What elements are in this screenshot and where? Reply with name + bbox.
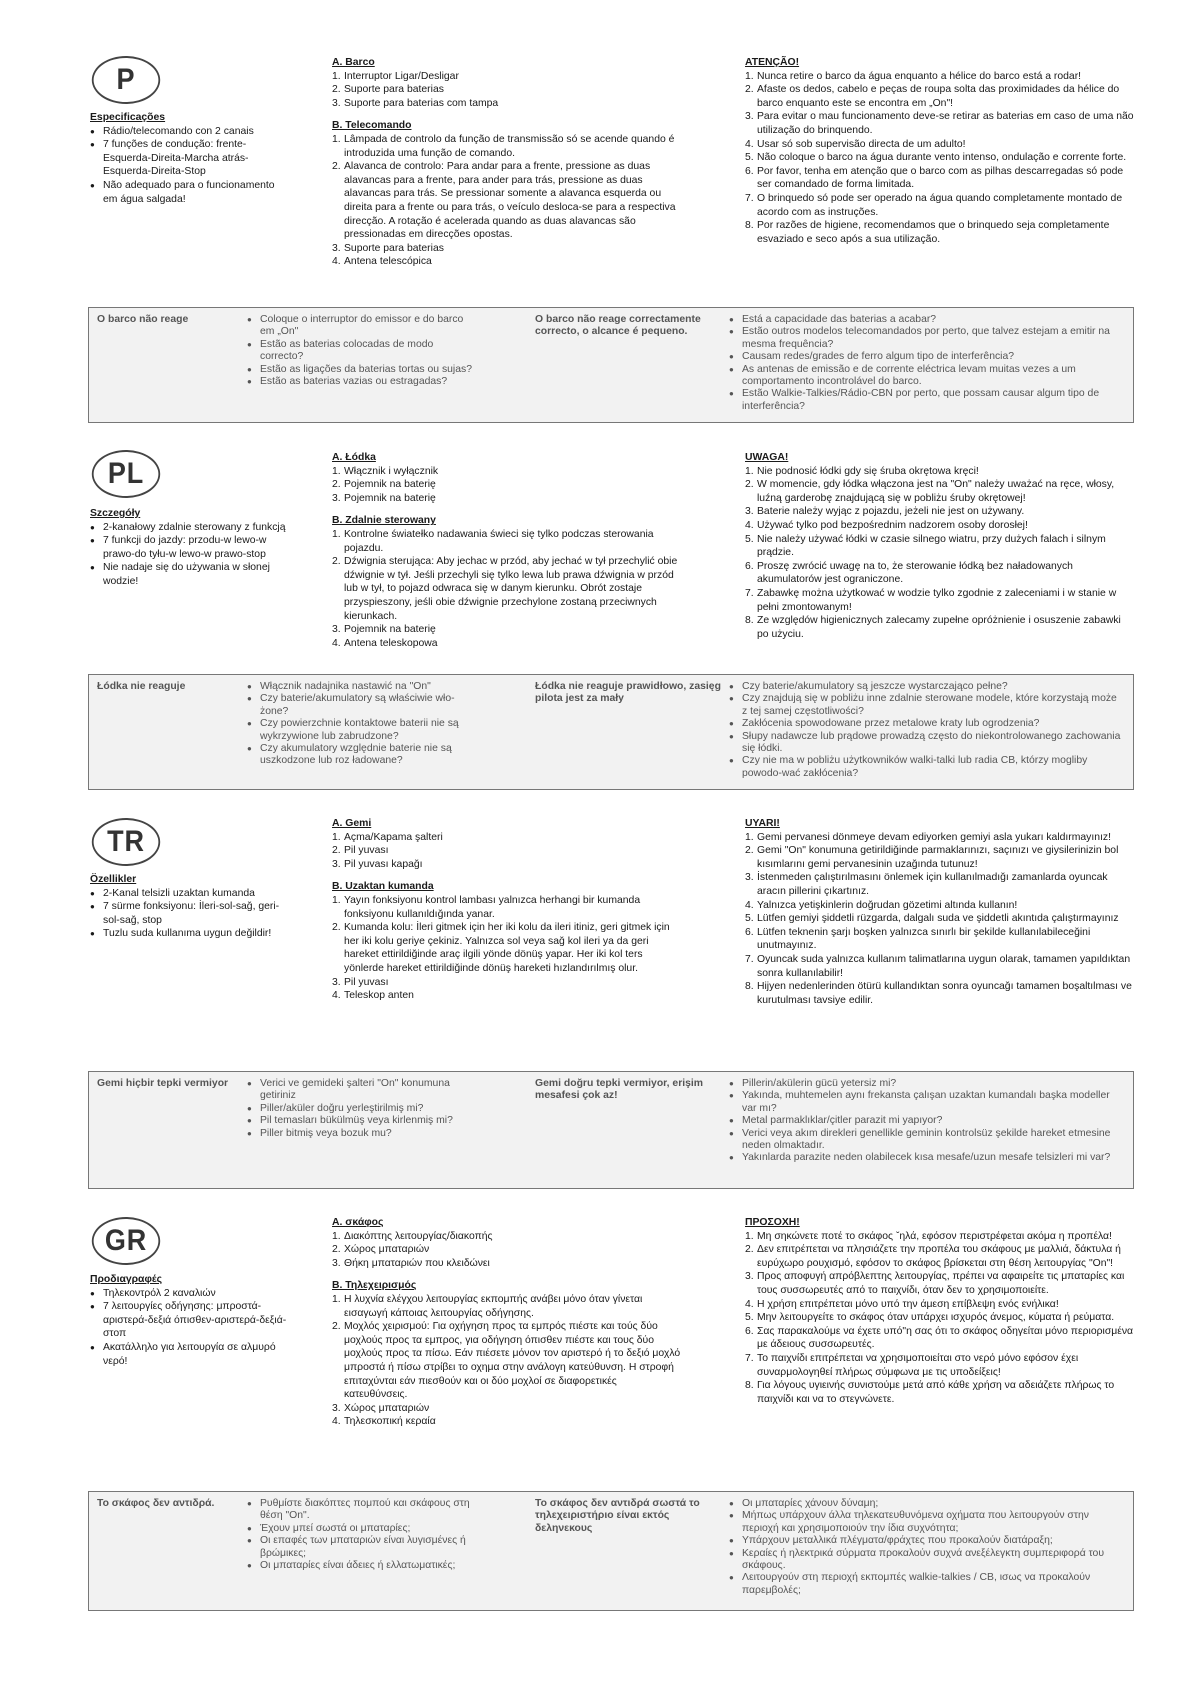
parts-list bbox=[332, 56, 682, 269]
check-item: ● Έχουν μπεί σωστά οι μπαταρίες; bbox=[247, 1523, 477, 1535]
spec-title: Especificações bbox=[90, 112, 166, 123]
spec-title: Προδιαγραφές bbox=[90, 1274, 162, 1285]
checks-list bbox=[247, 314, 477, 388]
specifications bbox=[90, 111, 290, 206]
troubleshooting-table bbox=[88, 674, 1134, 790]
warning-item: 1. Gemi pervanesi dönmeye devam ediyorken gemiyi asla yukarı kaldırmayınız! bbox=[745, 831, 1112, 843]
spec-item: ● 2-Kanal telsizli uzaktan kumanda bbox=[90, 887, 290, 901]
problem-label: Gemi hiçbir tepki vermiyor bbox=[97, 1078, 229, 1089]
part-item: 3. Pil yuvası bbox=[332, 976, 389, 988]
warning-item: 2. Gemi "On" konumuna getirildiğinde parmaklarınızı, saçınızı ve giysilerinizin bol kısımlarını gemi pervanesinin uzağında tutunuz! bbox=[745, 845, 1119, 870]
warning-item: 8. Hijyen nedenlerinden ötürü kullandıktan sonra oyuncağı tamamen boşaltılması ve kurutulması tavsiye edilir. bbox=[745, 981, 1132, 1006]
part-a-title: A. Gemi bbox=[332, 818, 372, 829]
part-item: 4. Antena teleskopowa bbox=[332, 637, 438, 649]
part-item: 2. Alavanca de controlo: Para andar para a frente, pressione as duas alavancas para a frente, para ander para trás, pressione as duas alavancas para trás. Se pressionar somente a alavanca esquerda ou direita para a frente ou para trás, o veículo desloca-se para a respectiva direcção. A rotação é acelerada quando as duas alavancas são pressionadas em direcções opostas. bbox=[332, 161, 676, 241]
country-badge: PL bbox=[92, 450, 160, 498]
checks-list bbox=[247, 681, 477, 768]
part-a-title: A. Łódka bbox=[332, 452, 376, 463]
spec-item: ● Não adequado para o funcionamento em água salgada! bbox=[90, 179, 290, 206]
warning-item: 6. Proszę zwrócić uwagę na to, że sterowanie łódką bez naładowanych akumulatorów jest ograniczone. bbox=[745, 560, 1073, 586]
warning-item: 5. Nie należy używać łódki w czasie silnego wiatru, przy dużych falach i silnym prądzie. bbox=[745, 533, 1106, 559]
check-item: ● Czy znajdują się w pobliżu inne zdalnie sterowane modele, które korzystają może z tej samej częstotliwości? bbox=[729, 693, 1124, 718]
part-item: 3. Θήκη μπαταριών που κλειδώνει bbox=[332, 1257, 490, 1269]
warning-item: 4. Yalnızca yetişkinlerin doğrudan gözetimi altında kullanın! bbox=[745, 899, 1018, 911]
warning-item: 7. Zabawkę można użytkować w wodzie tylko zgodnie z zaleceniami i w stanie w pełni zmontowanym! bbox=[745, 587, 1117, 613]
check-item: ● Estão as ligações da baterias tortas ou sujas? bbox=[247, 364, 477, 376]
part-item: 3. Pil yuvası kapağı bbox=[332, 858, 423, 870]
part-item: 1. Interruptor Ligar/Desligar bbox=[332, 70, 459, 82]
warning-item: 5. Lütfen gemiyi şiddetli rüzgarda, dalgalı suda ve şiddetli akıntıda çalıştırmayınız bbox=[745, 913, 1119, 925]
warning-item: 6. Σας παρακαλούμε να έχετε υπό"η σας ότι το σκάφος οδηγείται μόνο περιορισμένα με άδειους συσσωρευτές. bbox=[745, 1325, 1134, 1351]
part-item: 2. Χώρος μπαταριών bbox=[332, 1244, 430, 1256]
problem-label: Gemi doğru tepki vermiyor, erişim mesafesi çok az! bbox=[535, 1078, 704, 1102]
check-item: ● Czy powierzchnie kontaktowe baterii nie są wykrzywione lub zabrudzone? bbox=[247, 718, 477, 743]
check-item: ● Słupy nadawcze lub prądowe prowadzą często do niekontrolowanego zachowania się łódki. bbox=[729, 731, 1124, 756]
checks-list bbox=[729, 314, 1124, 413]
part-b-title: B. Telecomando bbox=[332, 120, 412, 132]
part-b-title: B. Zdalnie sterowany bbox=[332, 515, 436, 527]
warning-item: 1. Nunca retire o barco da água enquanto a hélice do barco está a rodar! bbox=[745, 70, 1082, 82]
part-item: 2. Dźwignia sterująca: Aby jechac w przód, aby jechać w tył przechylić obie dźwignie w tył. Jeśli przechyli się tylko lewa lub prawa dźwignia w przód lub w tył, to pojazd odwraca się w danym kierunku. Obrót zostaje przyspieszony, jeśli obie dźwignie przechylone zostaną przeciwnych kierunkach. bbox=[332, 556, 678, 622]
check-item: ● Coloque o interruptor do emissor e do barco em „On" bbox=[247, 314, 477, 339]
checks-list bbox=[729, 1498, 1124, 1597]
check-item: ● Οι μπαταρίες χάνουν δύναμη; bbox=[729, 1498, 1124, 1510]
check-item: ● Czy baterie/akumulatory są jeszcze wystarczająco pełne? bbox=[729, 681, 1124, 693]
part-item: 4. Antena telescópica bbox=[332, 256, 432, 268]
parts-list bbox=[332, 451, 682, 650]
parts-list bbox=[332, 817, 682, 1003]
warning-item: 7. Το παιχνίδι επιτρέπεται να χρησιμοποιείται στο νερό μόνο εφόσον έχει συναρμολογηθεί πλήρως σύμφωνα με τις υποδείξεις! bbox=[745, 1352, 1079, 1378]
troubleshooting-table bbox=[88, 1071, 1134, 1189]
warning-item: 3. Προς αποφυγή απρόβλεπτης λειτουργίας, πρέπει να αφαιρείτε τις μπαταρίες και τους συσσωρευτές από το παιχνίδι, όταν δεν το χρησιμοποιείτε. bbox=[745, 1271, 1125, 1296]
warning-item: 5. Μην λειτουργείτε το σκάφος όταν υπάρχει ισχυρός άνεμος, κύματα ή ρεύματα. bbox=[745, 1312, 1115, 1324]
spec-item: ● Ακατάλληλο για λειτουργία σε αλμυρό νερό! bbox=[90, 1341, 290, 1368]
warning-item: 1. Μη σηκώνετε ποτέ το σκάφος ˇηλά, εφόσον περιστρέφεται ακόμα η προπέλα! bbox=[745, 1230, 1112, 1242]
warning-item: 6. Lütfen teknenin şarjı boşken yalnızca sınırlı bir şekilde kullanılabileceğini unutmayınız. bbox=[745, 926, 1091, 952]
spec-item: ● Nie nadaje się do używania w słonej wodzie! bbox=[90, 561, 290, 588]
part-a-title: A. Barco bbox=[332, 57, 375, 68]
warnings bbox=[745, 56, 1135, 246]
warning-item: 5. Não coloque o barco na água durante vento intenso, ondulação e corrente forte. bbox=[745, 152, 1127, 164]
checks-list bbox=[729, 681, 1124, 780]
check-item: ● Estão Walkie-Talkies/Rádio-CBN por perto, que possam causar algum tipo de interferência? bbox=[729, 388, 1124, 413]
check-item: ● Czy baterie/akumulatory są właściwie wło- żone? bbox=[247, 693, 477, 718]
warnings bbox=[745, 1216, 1135, 1406]
country-badge: TR bbox=[92, 818, 160, 866]
parts-list bbox=[332, 1216, 682, 1429]
part-item: 1. Yayın fonksiyonu kontrol lambası yalnızca herhangi bir kumanda fonksiyonu kullanıldığında yanar. bbox=[332, 894, 641, 920]
part-item: 2. Pojemnik na baterię bbox=[332, 479, 436, 491]
part-b-title: B. Τηλεχειρισμός bbox=[332, 1280, 417, 1292]
troubleshooting-table bbox=[88, 1491, 1134, 1611]
check-item: ● Υπάρχουν μεταλλικά πλέγματα/φράχτες που προκαλούν διατάραξη; bbox=[729, 1535, 1124, 1547]
specifications bbox=[90, 507, 290, 589]
check-item: ● Pillerin/akülerin gücü yetersiz mi? bbox=[729, 1078, 1124, 1090]
spec-item: ● Rádio/telecomando con 2 canais bbox=[90, 125, 290, 139]
warning-item: 4. Używać tylko pod bezpośrednim nadzorem osoby dorosłej! bbox=[745, 519, 1028, 531]
spec-item: ● 7 funções de condução: frente-Esquerda-Direita-Marcha atrás-Esquerda-Direita-Stop bbox=[90, 138, 290, 179]
check-item: ● As antenas de emissão e de corrente eléctrica levam muitas vezes a um comportamento incontrolável do barco. bbox=[729, 364, 1124, 389]
part-item: 2. Μοχλός χειρισμού: Για οχήγηση προς τα εμπρός πιέστε και τούς δύο μοχλούς προς τα εμπρος, για οδήγηση όπισθεν πιέστε και τους δύο μοχλούς προς τα πίσω. Εάν πιέσετε μόνον τον αριστερό ή το δεξιό μοχλό μπροστά ή πίσω στρίβει το οχημα στην ανάλογη κατεύθυνση. Η στροφή επιταχύνται εάν πιεσθούν και οι δύο μοχλοί σε διαφορετικές κατευθύνσεις. bbox=[332, 1321, 681, 1401]
check-item: ● Włącznik nadajnika nastawić na "On" bbox=[247, 681, 477, 693]
spec-item: ● 7 sürme fonksiyonu: İleri-sol-sağ, geri-sol-sağ, stop bbox=[90, 900, 290, 927]
check-item: ● Verici ve gemideki şalteri "On" konumuna getiriniz bbox=[247, 1078, 477, 1103]
check-item: ● Causam redes/grades de ferro algum tipo de interferência? bbox=[729, 351, 1124, 363]
part-item: 2. Pil yuvası bbox=[332, 845, 389, 857]
part-b-title: B. Uzaktan kumanda bbox=[332, 881, 434, 893]
check-item: ● Οι μπαταρίες είναι άδειες ή ελλατωματικές; bbox=[247, 1560, 477, 1572]
warning-item: 8. Por razões de higiene, recomendamos que o brinquedo seja completamente esvaziado e seco após a sua utilização. bbox=[745, 220, 1110, 245]
troubleshooting-table bbox=[88, 307, 1134, 423]
part-item: 3. Pojemnik na baterię bbox=[332, 624, 436, 636]
check-item: ● Pil temasları bükülmüş veya kirlenmiş mi? bbox=[247, 1115, 477, 1127]
part-item: 1. Lâmpada de controlo da função de transmissão só se acende quando é introduzida uma função de comando. bbox=[332, 133, 675, 159]
check-item: ● Zakłócenia spowodowane przez metalowe kraty lub ogrodzenia? bbox=[729, 718, 1124, 730]
part-item: 1. Włącznik i wyłącznik bbox=[332, 465, 439, 477]
check-item: ● Λειτουργούν στη περιοχή εκπομπές walkie-talkies / CB, ισως να προκαλούν παρεμβολές; bbox=[729, 1572, 1124, 1597]
part-item: 3. Suporte para baterias com tampa bbox=[332, 97, 499, 109]
check-item: ● Μήπως υπάρχουν άλλα τηλεκατευθυνόμενα οχήματα που λειτουργούν στην περιοχή και χρησιμοποιούν την ίδια συχνότητα; bbox=[729, 1510, 1124, 1535]
spec-item: ● 7 λειτουργίες οδήγησης: μπροστά-αριστερά-δεξιά όπισθεν-αριστερά-δεξιά-στοπ bbox=[90, 1300, 290, 1341]
check-item: ● Οι επαφές των μπαταριών είναι λυγισμένες ή βρώμικες; bbox=[247, 1535, 477, 1560]
part-item: 1. Η λυχνία ελέγχου λειτουργίας εκπομπής ανάβει μόνο όταν γίνεται εισαγωγή κάποιας λειτουργίας οδήγησης. bbox=[332, 1293, 643, 1319]
part-item: 1. Açma/Kapama şalteri bbox=[332, 831, 443, 843]
country-badge: GR bbox=[92, 1217, 160, 1265]
check-item: ● Está a capacidade das baterias a acabar? bbox=[729, 314, 1124, 326]
check-item: ● Κεραίες ή ηλεκτρικά σύρματα προκαλούν συχνά ανεξέλεγκτη συμπεριφορά του σκάφους. bbox=[729, 1548, 1124, 1573]
check-item: ● Piller/aküler doğru yerleştirilmiş mi? bbox=[247, 1103, 477, 1115]
warning-item: 1. Nie podnosić łódki gdy się śruba okrętowa kręci! bbox=[745, 465, 979, 477]
warning-title: UYARI! bbox=[745, 818, 780, 829]
check-item: ● Yakında, muhtemelen aynı frekansta çalışan uzaktan kumandalı başka modeller var mı? bbox=[729, 1090, 1124, 1115]
part-item: 4. Teleskop anten bbox=[332, 990, 414, 1002]
part-a-title: A. σκάφος bbox=[332, 1217, 384, 1228]
problem-label: Łódka nie reaguje bbox=[97, 681, 186, 692]
part-item: 3. Suporte para baterias bbox=[332, 242, 444, 254]
specifications bbox=[90, 873, 290, 941]
part-item: 1. Διακόπτης λειτουργίας/διακοπής bbox=[332, 1230, 493, 1242]
spec-item: ● 2-kanałowy zdalnie sterowany z funkcją bbox=[90, 521, 290, 535]
part-item: 3. Χώρος μπαταριών bbox=[332, 1402, 430, 1414]
warning-item: 2. Afaste os dedos, cabelo e peças de roupa solta das proximidades da hélice do barco enquanto este se encontra em „On"! bbox=[745, 84, 1120, 109]
spec-item: ● Tuzlu suda kullanıma uygun değildir! bbox=[90, 927, 290, 941]
warning-item: 3. İstenmeden çalıştırılmasını önlemek için kullanılmadığı zamanlarda oyuncak aracın pillerini çıkartınız. bbox=[745, 872, 1108, 897]
warning-item: 7. Oyuncak suda yalnızca kullanım talimatlarına uygun olarak, tamamen yapıldıktan sonra kullanılabilir! bbox=[745, 953, 1131, 979]
part-item: 2. Suporte para baterias bbox=[332, 84, 444, 96]
warnings bbox=[745, 451, 1135, 641]
warning-item: 2. Δεν επιτρέπεται να πλησιάζετε την προπέλα του σκάφους με μαλλιά, δάκτυλα ή ευρύχωρο ρουχισμό, εφόσον το σκάφος βρίσκεται στη θέση λειτουργίας "On"! bbox=[745, 1244, 1121, 1269]
checks-list bbox=[729, 1078, 1124, 1165]
spec-item: ● 7 funkcji do jazdy: przodu-w lewo-w prawo-do tyłu-w lewo-w prawo-stop bbox=[90, 534, 290, 561]
warning-title: UWAGA! bbox=[745, 452, 789, 463]
check-item: ● Metal parmaklıklar/çitler parazit mi yapıyor? bbox=[729, 1115, 1124, 1127]
check-item: ● Estão as baterias vazias ou estragadas? bbox=[247, 376, 477, 388]
warning-item: 3. Baterie należy wyjąc z pojazdu, jeżeli nie jest on używany. bbox=[745, 506, 1025, 518]
check-item: ● Yakınlarda parazite neden olabilecek kısa mesafe/uzun mesafe telsizleri mi var? bbox=[729, 1152, 1124, 1164]
problem-label: O barco não reage correctamente correcto, o alcance é pequeno. bbox=[535, 314, 701, 338]
part-item: 1. Kontrolne światełko nadawania świeci się tylko podczas sterowania pojazdu. bbox=[332, 528, 654, 554]
warning-item: 7. O brinquedo só pode ser operado na água quando completamente montado de acordo com as instruções. bbox=[745, 192, 1123, 218]
problem-label: Το σκάφος δεν αντιδρά σωστά το τηλεχειριστήριο είναι εκτός δεληνεκους bbox=[535, 1498, 700, 1534]
problem-label: Το σκάφος δεν αντιδρά. bbox=[97, 1498, 215, 1509]
warning-item: 4. Usar só sob supervisão directa de um adulto! bbox=[745, 138, 966, 150]
warning-item: 6. Por favor, tenha em atenção que o barco com as pilhas descarregadas só pode ser comandado de forma limitada. bbox=[745, 165, 1124, 191]
warning-title: ΠΡΟΣΟΧΗ! bbox=[745, 1217, 800, 1228]
problem-label: Łódka nie reaguje prawidłowo, zasięg pilota jest za mały bbox=[535, 681, 721, 705]
check-item: ● Estão as baterias colocadas de modo correcto? bbox=[247, 339, 477, 364]
check-item: ● Czy nie ma w pobliżu użytkowników walki-talki lub radia CB, którzy mogliby powodo-wać zakłócenia? bbox=[729, 755, 1124, 780]
warning-item: 8. Ze względów higienicznych zalecamy zupełne opróżnienie i osuszenie zabawki po użyciu. bbox=[745, 615, 1121, 640]
check-item: ● Piller bitmiş veya bozuk mu? bbox=[247, 1128, 477, 1140]
warnings bbox=[745, 817, 1135, 1007]
checks-list bbox=[247, 1078, 477, 1140]
warning-item: 4. Η χρήση επιτρέπεται μόνο υπό την άμεση επίβλεψη ενός ενήλικα! bbox=[745, 1298, 1059, 1310]
warning-item: 8. Για λόγους υγιεινής συνιστούμε μετά από κάθε χρήση να αδειάζετε πλήρως το παιχνίδι και να το στεγνώνετε. bbox=[745, 1380, 1115, 1405]
warning-item: 3. Para evitar o mau funcionamento deve-se retirar as baterias em caso de uma não utilização do brinquendo. bbox=[745, 111, 1134, 136]
country-badge: P bbox=[92, 56, 160, 104]
check-item: ● Estão outros modelos telecomandados por perto, que talvez estejam a emitir na mesma frequência? bbox=[729, 326, 1124, 351]
spec-title: Özellikler bbox=[90, 874, 137, 885]
warning-title: ATENÇÃO! bbox=[745, 57, 800, 68]
spec-title: Szczegóły bbox=[90, 508, 141, 519]
part-item: 3. Pojemnik na baterię bbox=[332, 492, 436, 504]
problem-label: O barco não reage bbox=[97, 314, 189, 325]
check-item: ● Czy akumulatory względnie baterie nie są uszkodzone lub roz ładowane? bbox=[247, 743, 477, 768]
checks-list bbox=[247, 1498, 477, 1572]
part-item: 2. Kumanda kolu: İleri gitmek için her iki kolu da ileri itiniz, geri gitmek için her iki kolu geriye çekiniz. Yalnızca sol veya sağ kol ileri ya da geri hareket ettirildiğinde araç ilgili yönde dönüş yapar. Her iki kol ters yönlerde hareket ettirildiğinde dönüş hareketi hızlandırılmış olur. bbox=[332, 922, 670, 974]
specifications bbox=[90, 1273, 290, 1368]
check-item: ● Verici veya akım direkleri genellikle geminin kontrolsüz şekilde hareket etmesine neden olmaktadır. bbox=[729, 1128, 1124, 1153]
warning-item: 2. W momencie, gdy łódka włączona jest na "On" należy uważać na ręce, włosy, luźną garderobę znajdującą się w pobliżu śruby okrętowej! bbox=[745, 479, 1115, 504]
check-item: ● Ρυθμίστε διακόπτες πομπού και σκάφους στη θέση "On". bbox=[247, 1498, 477, 1523]
spec-item: ● Τηλεκοντρόλ 2 καναλιών bbox=[90, 1287, 290, 1301]
part-item: 4. Τηλεσκοπική κεραία bbox=[332, 1416, 436, 1428]
